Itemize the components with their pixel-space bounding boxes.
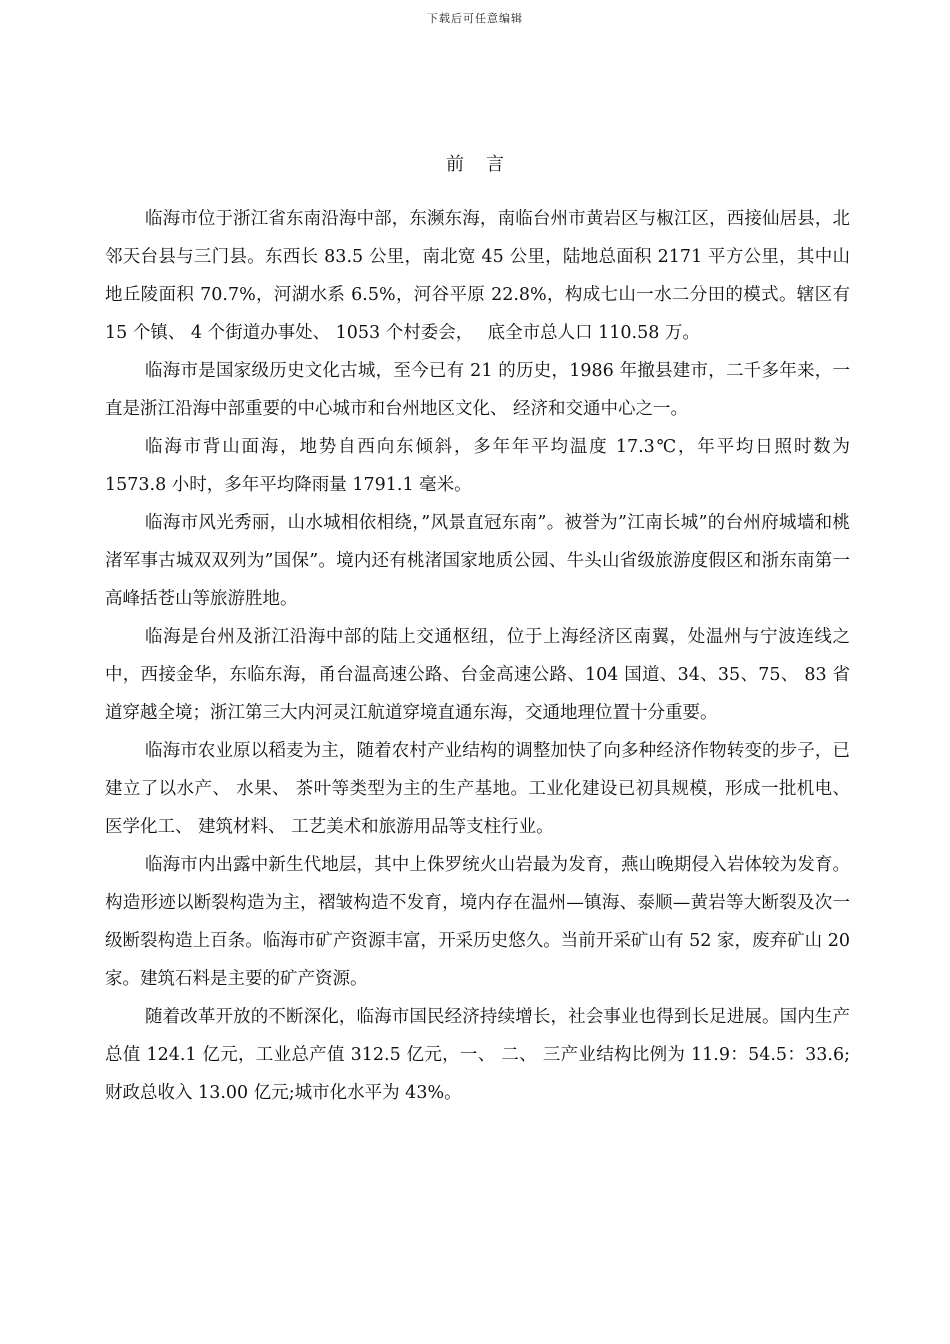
paragraph-agriculture-industry: 临海市农业原以稻麦为主，随着农村产业结构的调整加快了向多种经济作物转变的步子，已建立了以水产、 水果、 茶叶等类型为主的生产基地。工业化建设已初具规模，形成一批机电、 医学化工、 建筑材料、 工艺美术和旅游用品等支柱行业。 [105,741,850,837]
document-body [105,200,850,1112]
paragraph-scenery: 临海市风光秀丽，山水城相依相绕，”风景直冠东南”。被誉为”江南长城”的台州府城墙和桃渚军事古城双双列为”国保”。境内还有桃渚国家地质公园、牛头山省级旅游度假区和浙东南第一高峰括苍山等旅游胜地。 [105,513,850,609]
paragraph-geology-minerals: 临海市内出露中新生代地层，其中上侏罗统火山岩最为发育，燕山晚期侵入岩体较为发育。构造形迹以断裂构造为主，褶皱构造不发育，境内存在温州—镇海、泰顺—黄岩等大断裂及次一级断裂构造上百条。临海市矿产资源丰富，开采历史悠久。当前开采矿山有 52 家，废弃矿山 20 家。建筑石料是主要的矿产资源。 [105,855,850,989]
paragraph-climate: 临海市背山面海，地势自西向东倾斜，多年年平均温度 17.3℃，年平均日照时数为 1573.8 小时，多年平均降雨量 1791.1 毫米。 [105,437,850,495]
paragraph-location: 临海市位于浙江省东南沿海中部，东濒东海，南临台州市黄岩区与椒江区，西接仙居县，北邻天台县与三门县。东西长 83.5 公里，南北宽 45 公里，陆地总面积 2171 平方公里，其中山地丘陵面积 70.7%，河湖水系 6.5%，河谷平原 22.8%，构成七山一水二分田的模式。辖区有 15 个镇、 4 个街道办事处、 1053 个村委会， 底全市总人口 110.58 万。 [105,209,850,343]
paragraph-transport: 临海是台州及浙江沿海中部的陆上交通枢纽，位于上海经济区南翼，处温州与宁波连线之中，西接金华，东临东海，甬台温高速公路、台金高速公路、104 国道、34、35、75、 83 省道穿越全境；浙江第三大内河灵江航道穿境直通东海，交通地理位置十分重要。 [105,627,850,723]
paragraph-history: 临海市是国家级历史文化古城，至今已有 21 的历史，1986 年撤县建市，二千多年来，一直是浙江沿海中部重要的中心城市和台州地区文化、 经济和交通中心之一。 [105,361,850,419]
paragraph-economy: 随着改革开放的不断深化，临海市国民经济持续增长，社会事业也得到长足进展。国内生产总值 124.1 亿元，工业总产值 312.5 亿元，一、 二、 三产业结构比例为 11.9：54.5：33.6;财政总收入 13.00 亿元;城市化水平为 43%。 [105,1007,850,1103]
header-note: 下载后可任意编辑 [427,12,523,25]
document-title: 前言 [446,154,526,175]
